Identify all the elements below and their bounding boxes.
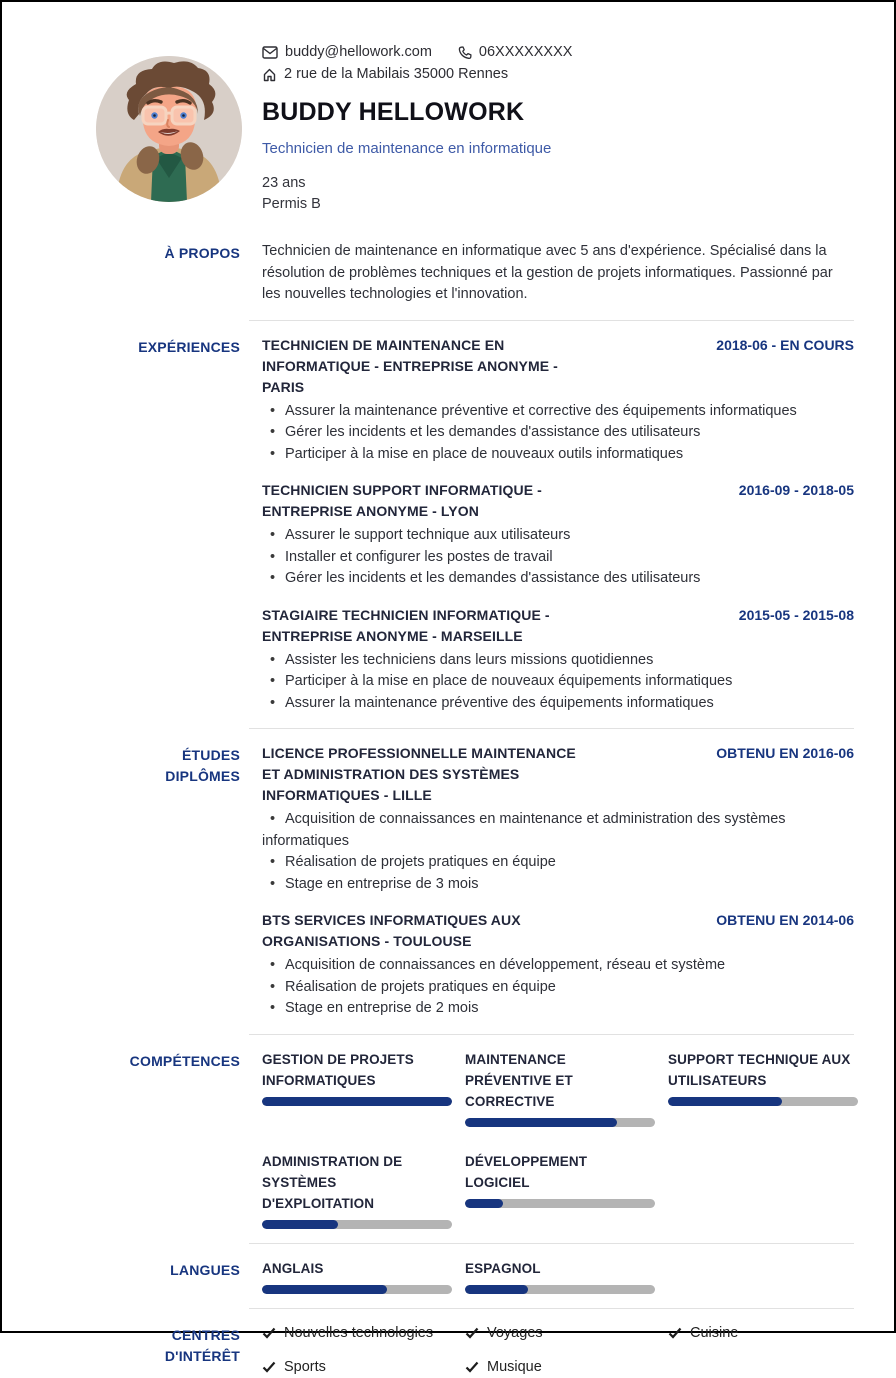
contact-line-1	[262, 42, 854, 63]
education-head	[262, 743, 854, 806]
bullet-item	[262, 977, 854, 999]
language-item	[262, 1258, 452, 1294]
bullet-item	[262, 547, 854, 569]
bullet-text: Participer à la mise en place de nouveaux équipements informatiques	[285, 673, 733, 689]
interest-text: Nouvelles technologies	[284, 1324, 434, 1341]
skill-progress-fill	[262, 1097, 452, 1106]
address-text: 2 rue de la Mabilais 35000 Rennes	[284, 66, 509, 82]
bullet-dot: •	[270, 694, 276, 711]
language-progress-bar	[262, 1285, 452, 1294]
experience-bullets	[262, 525, 854, 590]
bullet-dot: •	[270, 445, 276, 462]
language-name: ANGLAIS	[262, 1260, 324, 1276]
bullet-dot: •	[270, 424, 276, 440]
bullet-text: Gérer les incidents et les demandes d'assistance des utilisateurs	[285, 570, 701, 586]
bullet-dot: •	[270, 1000, 276, 1016]
candidate-name: BUDDY HELLOWORK	[262, 98, 525, 126]
section-divider	[249, 1243, 854, 1244]
skill-progress-bar	[465, 1118, 655, 1127]
education-bullets	[262, 955, 854, 1020]
education-date: OBTENU EN 2016-06	[716, 745, 854, 761]
experience-head	[262, 605, 854, 647]
skill-item	[465, 1049, 655, 1127]
bullet-dot: •	[270, 527, 276, 543]
interest-text: Voyages	[487, 1324, 543, 1341]
experience-title: STAGIAIRE TECHNICIEN INFORMATIQUE - ENTREPRISE ANONYME - MARSEILLE	[262, 606, 550, 644]
interest-item	[262, 1323, 452, 1344]
bullet-dot: •	[270, 570, 276, 586]
education-date: OBTENU EN 2014-06	[716, 912, 854, 928]
skill-name: MAINTENANCE PRÉVENTIVE ET CORRECTIVE	[465, 1051, 573, 1109]
bullet-text: Gérer les incidents et les demandes d'assistance des utilisateurs	[285, 424, 701, 440]
skill-progress-bar	[465, 1199, 655, 1208]
bullet-text: Installer et configurer les postes de travail	[285, 548, 553, 565]
bullet-dot: •	[270, 875, 276, 892]
bullet-dot: •	[270, 854, 276, 870]
bullet-dot: •	[270, 957, 276, 973]
bullet-item	[262, 650, 854, 672]
header-info	[262, 42, 854, 215]
bullet-text: Assurer le support technique aux utilisateurs	[285, 527, 571, 543]
check-icon	[262, 1361, 276, 1373]
skill-progress-bar	[262, 1097, 452, 1106]
bullet-dot: •	[270, 402, 276, 419]
interest-item	[465, 1323, 655, 1344]
bullet-item	[262, 422, 854, 444]
check-icon	[465, 1327, 479, 1339]
experience-title: TECHNICIEN DE MAINTENANCE EN INFORMATIQUE - ENTREPRISE ANONYME - PARIS	[262, 336, 558, 395]
experience-head	[262, 335, 854, 398]
home-icon	[262, 68, 277, 82]
check-icon	[465, 1361, 479, 1373]
bullet-item	[262, 809, 854, 852]
interest-text: Sports	[284, 1358, 326, 1375]
interests-grid	[262, 1323, 858, 1378]
interest-item	[262, 1357, 452, 1378]
section-label-languages: LANGUES	[170, 1261, 240, 1278]
check-icon	[668, 1327, 682, 1339]
bullet-text: Assurer la maintenance préventive et corrective des équipements informatiques	[285, 402, 797, 419]
candidate-age: 23 ans	[262, 175, 306, 191]
interest-item	[465, 1357, 655, 1378]
section-divider	[249, 728, 854, 729]
bullet-item	[262, 444, 854, 466]
section-label-interests: CENTRES D'INTÉRÊT	[164, 1326, 240, 1364]
contact-email	[262, 42, 432, 63]
interest-text: Cuisine	[690, 1324, 739, 1341]
bullet-text: Acquisition de connaissances en maintenance et administration des systèmes informatiques	[262, 811, 786, 849]
bullet-item	[262, 693, 854, 715]
skill-item	[262, 1151, 452, 1229]
bullet-text: Assurer la maintenance préventive des équipements informatiques	[285, 694, 714, 711]
skill-progress-fill	[262, 1220, 338, 1229]
about-text: Technicien de maintenance en informatique avec 5 ans d'expérience. Spécialisé dans la résolution de problèmes techniques et la gestion de projets informatiques. Passionné par les nouvelles technologies et l'innovation.	[262, 243, 833, 302]
envelope-icon	[262, 46, 278, 59]
section-divider	[249, 320, 854, 321]
skill-name: SUPPORT TECHNIQUE AUX UTILISATEURS	[668, 1051, 851, 1088]
skill-progress-fill	[465, 1199, 503, 1208]
interest-item	[668, 1323, 858, 1344]
bullet-item	[262, 998, 854, 1020]
bullet-dot: •	[270, 978, 276, 995]
skills-grid	[262, 1049, 858, 1229]
skill-progress-bar	[262, 1220, 452, 1229]
check-icon	[262, 1327, 276, 1339]
bullet-dot: •	[270, 811, 276, 827]
language-item	[465, 1258, 655, 1294]
skill-item	[262, 1049, 452, 1127]
candidate-license: Permis B	[262, 196, 321, 212]
email-text: buddy@hellowork.com	[285, 44, 432, 60]
section-label-experiences: EXPÉRIENCES	[138, 338, 240, 355]
experience-date: 2016-09 - 2018-05	[738, 482, 854, 498]
experience-title: TECHNICIEN SUPPORT INFORMATIQUE - ENTREPRISE ANONYME - LYON	[262, 482, 542, 519]
experience-entry	[262, 335, 854, 466]
avatar	[96, 56, 242, 202]
skill-item	[465, 1151, 655, 1229]
experiences-list	[262, 335, 854, 715]
bullet-item	[262, 568, 854, 590]
bullet-item	[262, 525, 854, 547]
skill-name: DÉVELOPPEMENT LOGICIEL	[465, 1153, 588, 1190]
experience-date: 2015-05 - 2015-08	[738, 606, 854, 623]
education-title: BTS SERVICES INFORMATIQUES AUX ORGANISATIONS - TOULOUSE	[262, 912, 521, 949]
bullet-dot: •	[270, 673, 276, 689]
skill-progress-fill	[465, 1118, 617, 1127]
bullet-text: Participer à la mise en place de nouveaux outils informatiques	[285, 445, 684, 462]
section-about	[122, 241, 854, 306]
section-interests	[122, 1323, 854, 1378]
skill-item	[668, 1049, 858, 1127]
bullet-text: Acquisition de connaissances en développement, réseau et système	[285, 957, 726, 973]
skill-progress-fill	[668, 1097, 782, 1106]
education-title: LICENCE PROFESSIONNELLE MAINTENANCE ET ADMINISTRATION DES SYSTÈMES INFORMATIQUES - LILLE	[262, 745, 576, 803]
experience-entry	[262, 605, 854, 715]
bullet-text: Réalisation de projets pratiques en équipe	[285, 854, 556, 870]
bullet-item	[262, 671, 854, 693]
bullet-dot: •	[270, 651, 276, 668]
education-list	[262, 743, 854, 1020]
header	[122, 42, 854, 215]
languages-grid	[262, 1258, 858, 1294]
skill-name: ADMINISTRATION DE SYSTÈMES D'EXPLOITATION	[262, 1153, 403, 1211]
language-name: ESPAGNOL	[465, 1260, 541, 1276]
bullet-text: Réalisation de projets pratiques en équipe	[285, 978, 556, 995]
section-divider	[249, 1308, 854, 1309]
bullet-dot: •	[270, 548, 276, 565]
section-label-about: À PROPOS	[164, 245, 240, 261]
profile-details	[262, 173, 854, 215]
bullet-item	[262, 401, 854, 423]
bullet-item	[262, 955, 854, 977]
avatar-cell	[122, 42, 240, 215]
bullet-item	[262, 874, 854, 896]
skill-name: GESTION DE PROJETS INFORMATIQUES	[262, 1051, 414, 1088]
experience-bullets	[262, 650, 854, 715]
interest-text: Musique	[487, 1358, 542, 1375]
language-progress-bar	[465, 1285, 655, 1294]
section-label-skills: COMPÉTENCES	[129, 1052, 240, 1069]
contact-line-2	[262, 64, 854, 85]
section-education	[122, 743, 854, 1020]
education-entry	[262, 743, 854, 895]
education-bullets	[262, 809, 854, 895]
language-progress-fill	[262, 1285, 387, 1294]
bullet-text: Assister les techniciens dans leurs missions quotidiennes	[285, 651, 654, 668]
education-entry	[262, 910, 854, 1020]
section-languages	[122, 1258, 854, 1294]
avatar-image	[96, 56, 242, 202]
experience-entry	[262, 480, 854, 590]
experience-head	[262, 480, 854, 522]
candidate-job-title: Technicien de maintenance en informatique	[262, 140, 552, 157]
bullet-text: Stage en entreprise de 3 mois	[285, 875, 479, 892]
phone-text: 06XXXXXXXX	[478, 44, 573, 60]
phone-icon	[458, 46, 472, 60]
bullet-item	[262, 852, 854, 874]
skill-progress-bar	[668, 1097, 858, 1106]
language-progress-fill	[465, 1285, 528, 1294]
education-head	[262, 910, 854, 952]
experience-bullets	[262, 401, 854, 466]
contact-phone	[458, 42, 573, 63]
section-label-education: ÉTUDES DIPLÔMES	[165, 747, 240, 784]
section-experiences	[122, 335, 854, 715]
experience-date: 2018-06 - EN COURS	[716, 336, 854, 353]
section-skills	[122, 1049, 854, 1229]
section-divider	[249, 1034, 854, 1035]
contact-address	[262, 64, 508, 85]
cv-page	[2, 2, 894, 1378]
bullet-text: Stage en entreprise de 2 mois	[285, 1000, 479, 1016]
